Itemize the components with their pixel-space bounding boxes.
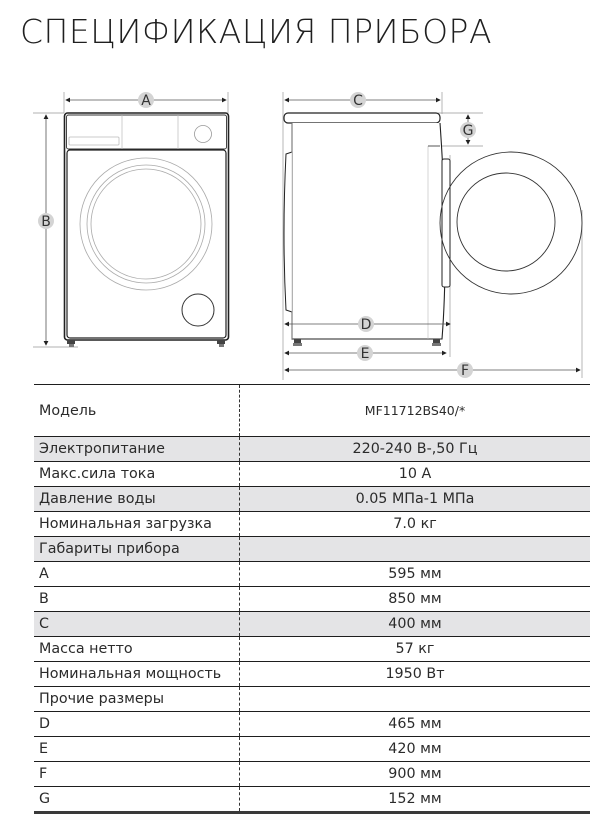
spec-row-dimensions-header	[34, 537, 590, 562]
spec-label: Макс.сила тока	[34, 462, 240, 487]
spec-value: 595 мм	[240, 562, 591, 587]
dim-label-e: E	[360, 346, 370, 362]
side-view-washer	[283, 92, 582, 380]
spec-row-model	[34, 385, 590, 437]
spec-row-g	[34, 787, 590, 813]
dim-label-c: C	[353, 93, 363, 109]
page-title: СПЕЦИФИКАЦИЯ ПРИБОРА	[20, 12, 493, 51]
spec-row-rated-load	[34, 512, 590, 537]
spec-label: A	[34, 562, 240, 587]
spec-value: 57 кг	[240, 637, 591, 662]
spec-row-c	[34, 612, 590, 637]
dim-label-a: A	[141, 93, 151, 109]
spec-value: 1950 Вт	[240, 662, 591, 687]
spec-label: Модель	[34, 385, 240, 437]
spec-row-power-supply	[34, 437, 590, 462]
spec-row-f	[34, 762, 590, 787]
spec-value: 0.05 МПа-1 МПа	[240, 487, 591, 512]
spec-row-water-pressure	[34, 487, 590, 512]
spec-label: Номинальная загрузка	[34, 512, 240, 537]
spec-row-net-weight	[34, 637, 590, 662]
spec-value: 900 мм	[240, 762, 591, 787]
spec-value: 152 мм	[240, 787, 591, 813]
spec-row-rated-power	[34, 662, 590, 687]
spec-value: 400 мм	[240, 612, 591, 637]
spec-row-e	[34, 737, 590, 762]
spec-label: Номинальная мощность	[34, 662, 240, 687]
dim-label-b: B	[41, 214, 51, 230]
spec-value	[240, 687, 591, 712]
spec-value	[240, 537, 591, 562]
spec-value: 220-240 В-,50 Гц	[240, 437, 591, 462]
spec-table	[34, 384, 590, 814]
spec-label: Габариты прибора	[34, 537, 240, 562]
spec-label: G	[34, 787, 240, 813]
spec-row-a	[34, 562, 590, 587]
spec-value: 7.0 кг	[240, 512, 591, 537]
spec-row-other-dimensions-header	[34, 687, 590, 712]
spec-value: 850 мм	[240, 587, 591, 612]
spec-label: B	[34, 587, 240, 612]
spec-label: F	[34, 762, 240, 787]
spec-value: 420 мм	[240, 737, 591, 762]
spec-label: C	[34, 612, 240, 637]
dim-label-g: G	[462, 123, 474, 139]
spec-label: Прочие размеры	[34, 687, 240, 712]
spec-value: 465 мм	[240, 712, 591, 737]
dimension-diagram	[0, 80, 616, 380]
front-view-washer	[33, 92, 229, 347]
spec-row-d	[34, 712, 590, 737]
spec-label: Масса нетто	[34, 637, 240, 662]
spec-label: D	[34, 712, 240, 737]
spec-value: MF11712BS40/*	[240, 385, 591, 437]
spec-value: 10 А	[240, 462, 591, 487]
dim-label-f: F	[460, 363, 470, 379]
spec-row-max-current	[34, 462, 590, 487]
spec-row-b	[34, 587, 590, 612]
dim-label-d: D	[360, 317, 372, 333]
spec-label: Электропитание	[34, 437, 240, 462]
spec-label: E	[34, 737, 240, 762]
spec-label: Давление воды	[34, 487, 240, 512]
